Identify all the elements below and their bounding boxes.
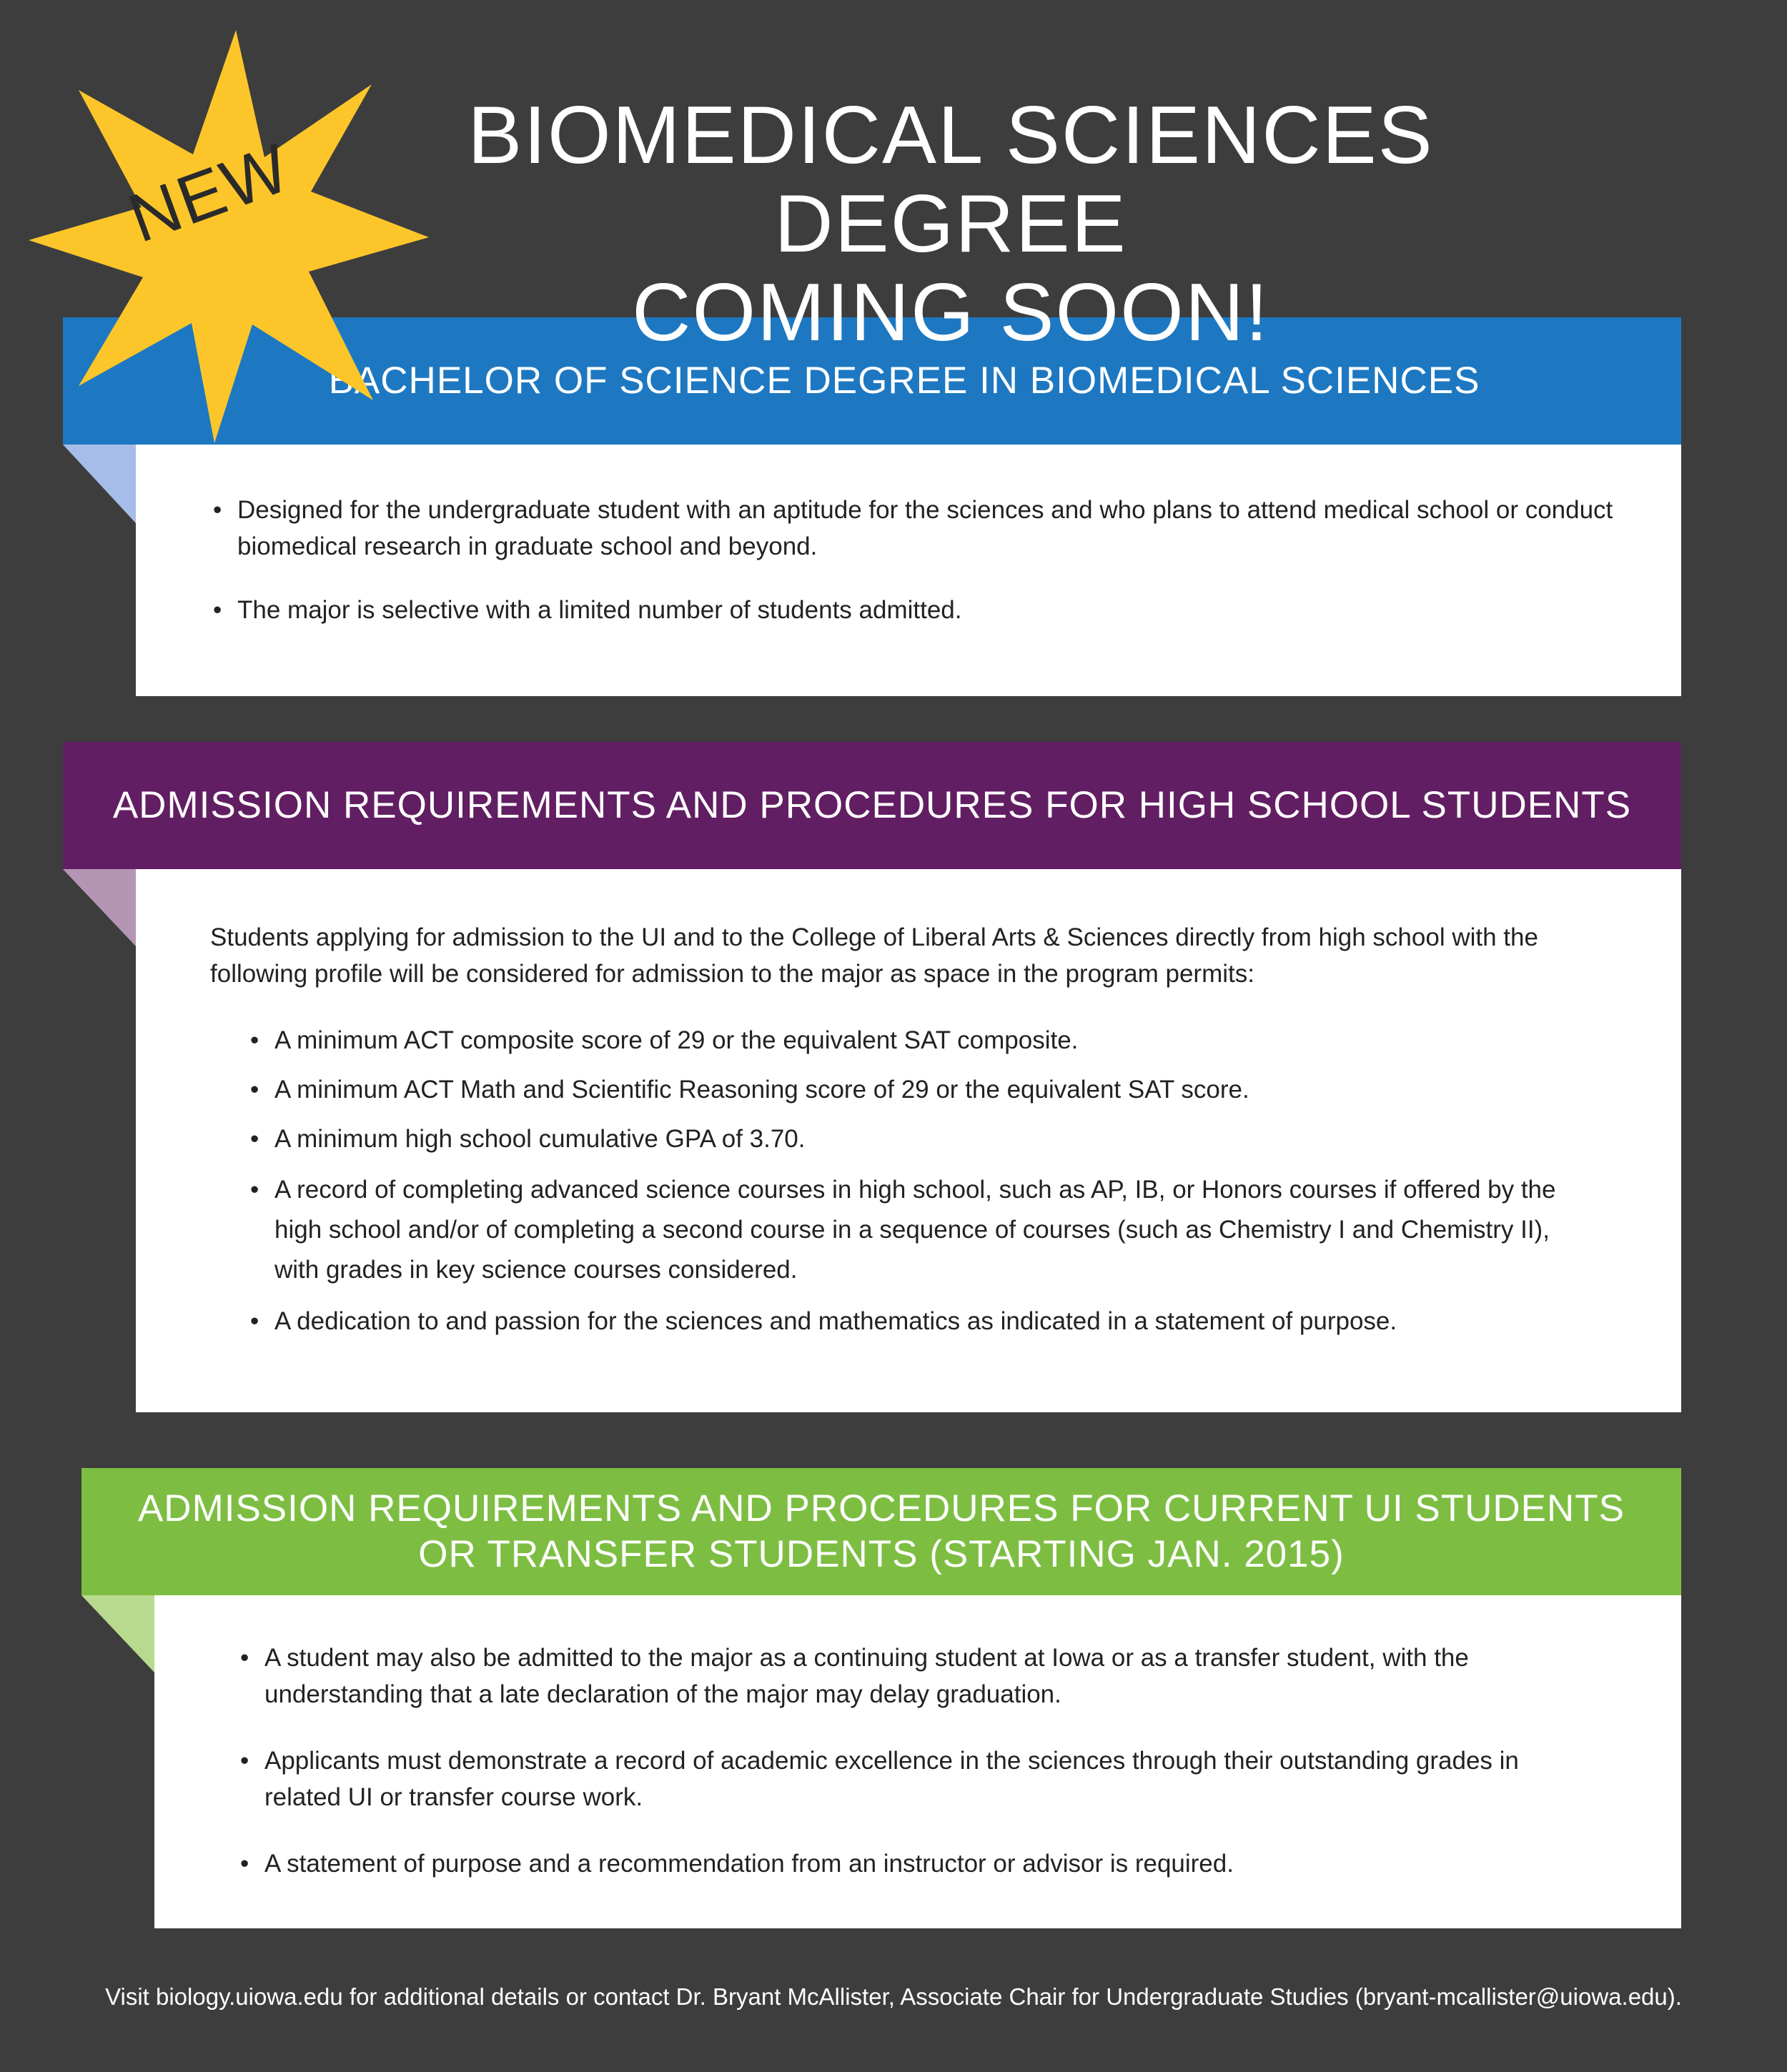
section-2-bullet: • A minimum high school cumulative GPA of 3.70. [250,1121,1574,1157]
section-1-panel [136,445,1681,696]
page-title-line-1: BIOMEDICAL SCIENCES DEGREE [467,90,1434,269]
section-1-bullet: • Designed for the undergraduate student with an aptitude for the sciences and who plans to attend medical school or conduct biomedical research in graduate school and beyond. [213,492,1617,565]
page-title [372,91,1530,357]
section-2-banner [63,742,1681,869]
section-3-banner [81,1468,1681,1595]
section-2-panel [136,869,1681,1412]
section-1-bullet: • The major is selective with a limited number of students admitted. [213,592,1617,628]
section-2-bullet: • A record of completing advanced science courses in high school, such as AP, IB, or Honors courses if offered by the high school and/or of completing a second course in a sequence of courses (such as Chemistry I and Chemistry II), with grades in key science courses considered. [250,1170,1574,1290]
section-2-bullet: • A minimum ACT Math and Scientific Reasoning score of 29 or the equivalent SAT score. [250,1071,1574,1108]
section-1-heading: BACHELOR OF SCIENCE DEGREE IN BIOMEDICAL SCIENCES [328,360,1480,402]
section-3-panel [154,1595,1681,1928]
section-2-bullet: • A dedication to and passion for the sciences and mathematics as indicated in a statement of purpose. [250,1303,1574,1339]
footer-contact: Visit biology.uiowa.edu for additional details or contact Dr. Bryant McAllister, Associate Chair for Undergraduate Studies (bryant-mcallister@uiowa.edu). [105,1983,1682,2010]
section-3-bullet: • Applicants must demonstrate a record of academic excellence in the sciences through their outstanding grades in related UI or transfer course work. [240,1743,1595,1815]
section-3-heading-line-2: OR TRANSFER STUDENTS (STARTING JAN. 2015) [418,1533,1345,1575]
section-2-heading: ADMISSION REQUIREMENTS AND PROCEDURES FOR HIGH SCHOOL STUDENTS [112,784,1632,826]
new-badge-label: NEW [119,129,300,257]
section-3-heading-line-1: ADMISSION REQUIREMENTS AND PROCEDURES FOR CURRENT UI STUDENTS [137,1487,1625,1530]
section-2-bullet: • A minimum ACT composite score of 29 or the equivalent SAT composite. [250,1022,1574,1059]
section-3-bullet: • A student may also be admitted to the major as a continuing student at Iowa or as a transfer student, with the understanding that a late declaration of the major may delay graduation. [240,1640,1595,1712]
section-2-intro: Students applying for admission to the UI and to the College of Liberal Arts & Sciences directly from high school with the following profile will be considered for admission to the major as space in the program permits: [210,923,1538,988]
page-title-line-2: COMING SOON! [632,267,1269,358]
section-3-bullet: • A statement of purpose and a recommendation from an instructor or advisor is required. [240,1845,1595,1882]
section-3-fold [81,1595,154,1672]
section-1-fold [63,445,136,523]
section-2-fold [63,869,136,946]
